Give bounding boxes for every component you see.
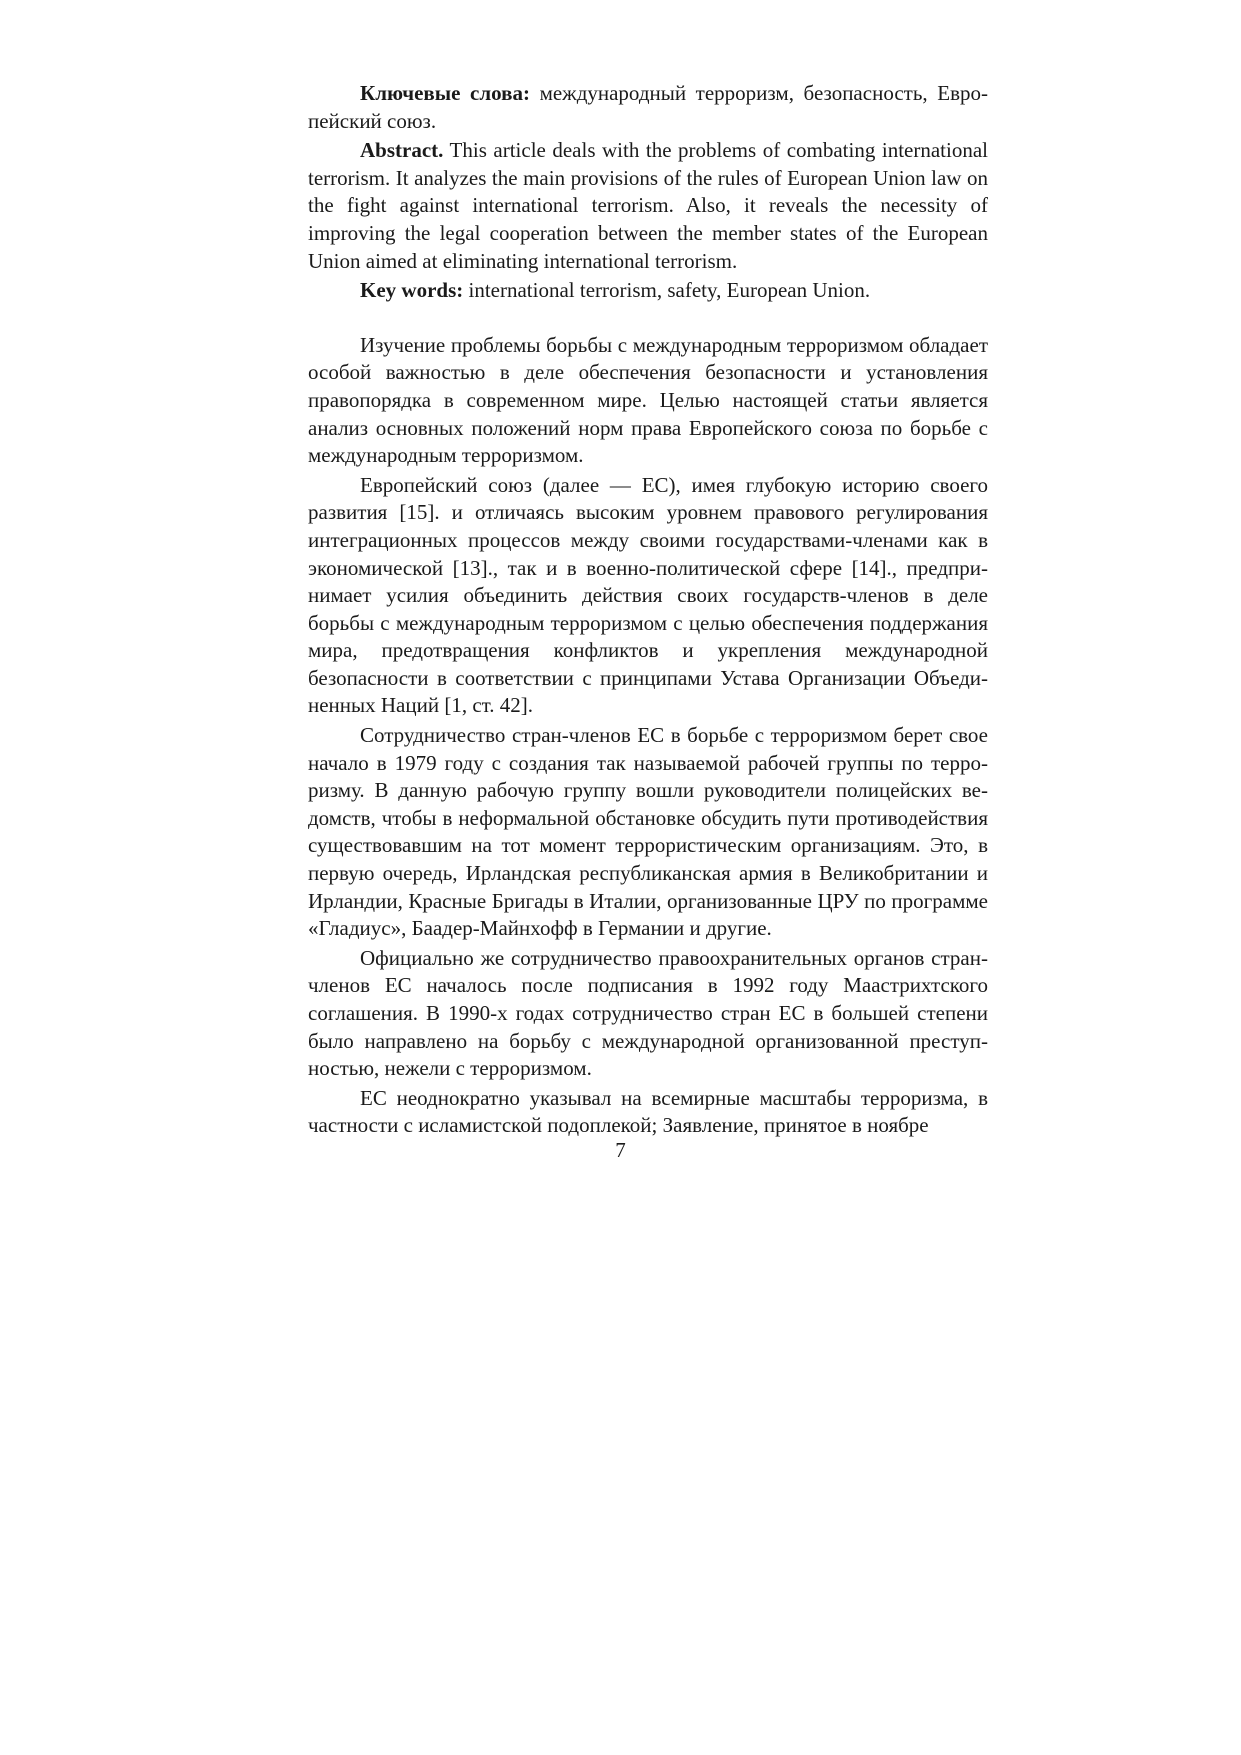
abstract-text: This article deals with the problems of combating international terrorism. It analyzes the main provisions of the rules of European Union law on the fight against international terrorism. Also, it reveals the necessity of improving the legal cooperation between the member states of the European Union aimed at eliminating international terrorism. bbox=[308, 138, 988, 273]
abstract-term: Abstract. bbox=[360, 138, 444, 163]
page-number: 7 bbox=[615, 1138, 626, 1162]
keywords-en-text: international terrorism, safety, European Union. bbox=[463, 278, 871, 303]
body-paragraph-5: ЕС неоднократно указывал на всемирные масштабы терроризма, в частности с исламистской подоплекой; Заявление, принятое в ноябре bbox=[308, 1085, 988, 1138]
body-paragraph-1: Изучение проблемы борьбы с международным терроризмом обладает особой важностью в деле обеспечения безопасности и установления правопорядка в современном мире. Целью настоящей статьи является анализ основных положений норм права Европейского союза по борьбе с международным терроризмом. bbox=[308, 332, 988, 468]
keywords-en-term: Key words: bbox=[360, 278, 464, 303]
body-paragraph-4: Официально же сотрудничество правоохранительных органов стран-членов ЕС началось после подписания в 1992 году Маастрихтского соглашения. В 1990-х годах сотрудничество стран ЕС в большей степени было направлено на борьбу с международной организованной преступностью, нежели с терроризмом. bbox=[308, 945, 988, 1081]
keywords-ru-text: международный терроризм, безопасность, Европейский союз. bbox=[308, 81, 988, 133]
page-text-column bbox=[308, 80, 988, 1140]
body-paragraph-3: Сотрудничество стран-членов ЕС в борьбе с терроризмом берет свое начало в 1979 году с создания так называемой рабочей группы по терроризму. В данную рабочую группу вошли руководители полицейских ведомств, чтобы в неформальной обстановке обсудить пути противодействия существовавшим на тот момент террористическим организациям. Это, в первую очередь, Ирландская республиканская армия в Великобритании и Ирландии, Красные Бригады в Италии, организованные ЦРУ по программе «Гладиус», Баадер-Майнхофф в Германии и другие. bbox=[308, 723, 988, 941]
abstract-paragraph bbox=[308, 137, 988, 275]
keywords-ru-term: Ключевые слова: bbox=[360, 81, 530, 105]
keywords-en-paragraph bbox=[308, 277, 988, 305]
keywords-ru-paragraph bbox=[308, 80, 988, 135]
body-paragraph-2: Европейский союз (далее — ЕС), имея глубокую историю своего развития [15]. и отличаясь высоким уровнем правового регулирования интеграционных процессов между своими государствами-членами как в экономической [13]., так и в военно-политической сфере [14]., предпринимает усилия объединить действия своих государств-членов в деле борьбы с международным терроризмом с целью обеспечения поддержания мира, предотвращения конфликтов и укрепления международной безопасности в соответствии с принципами Устава Организации Объединенных Наций [1, ст. 42]. bbox=[308, 472, 988, 718]
